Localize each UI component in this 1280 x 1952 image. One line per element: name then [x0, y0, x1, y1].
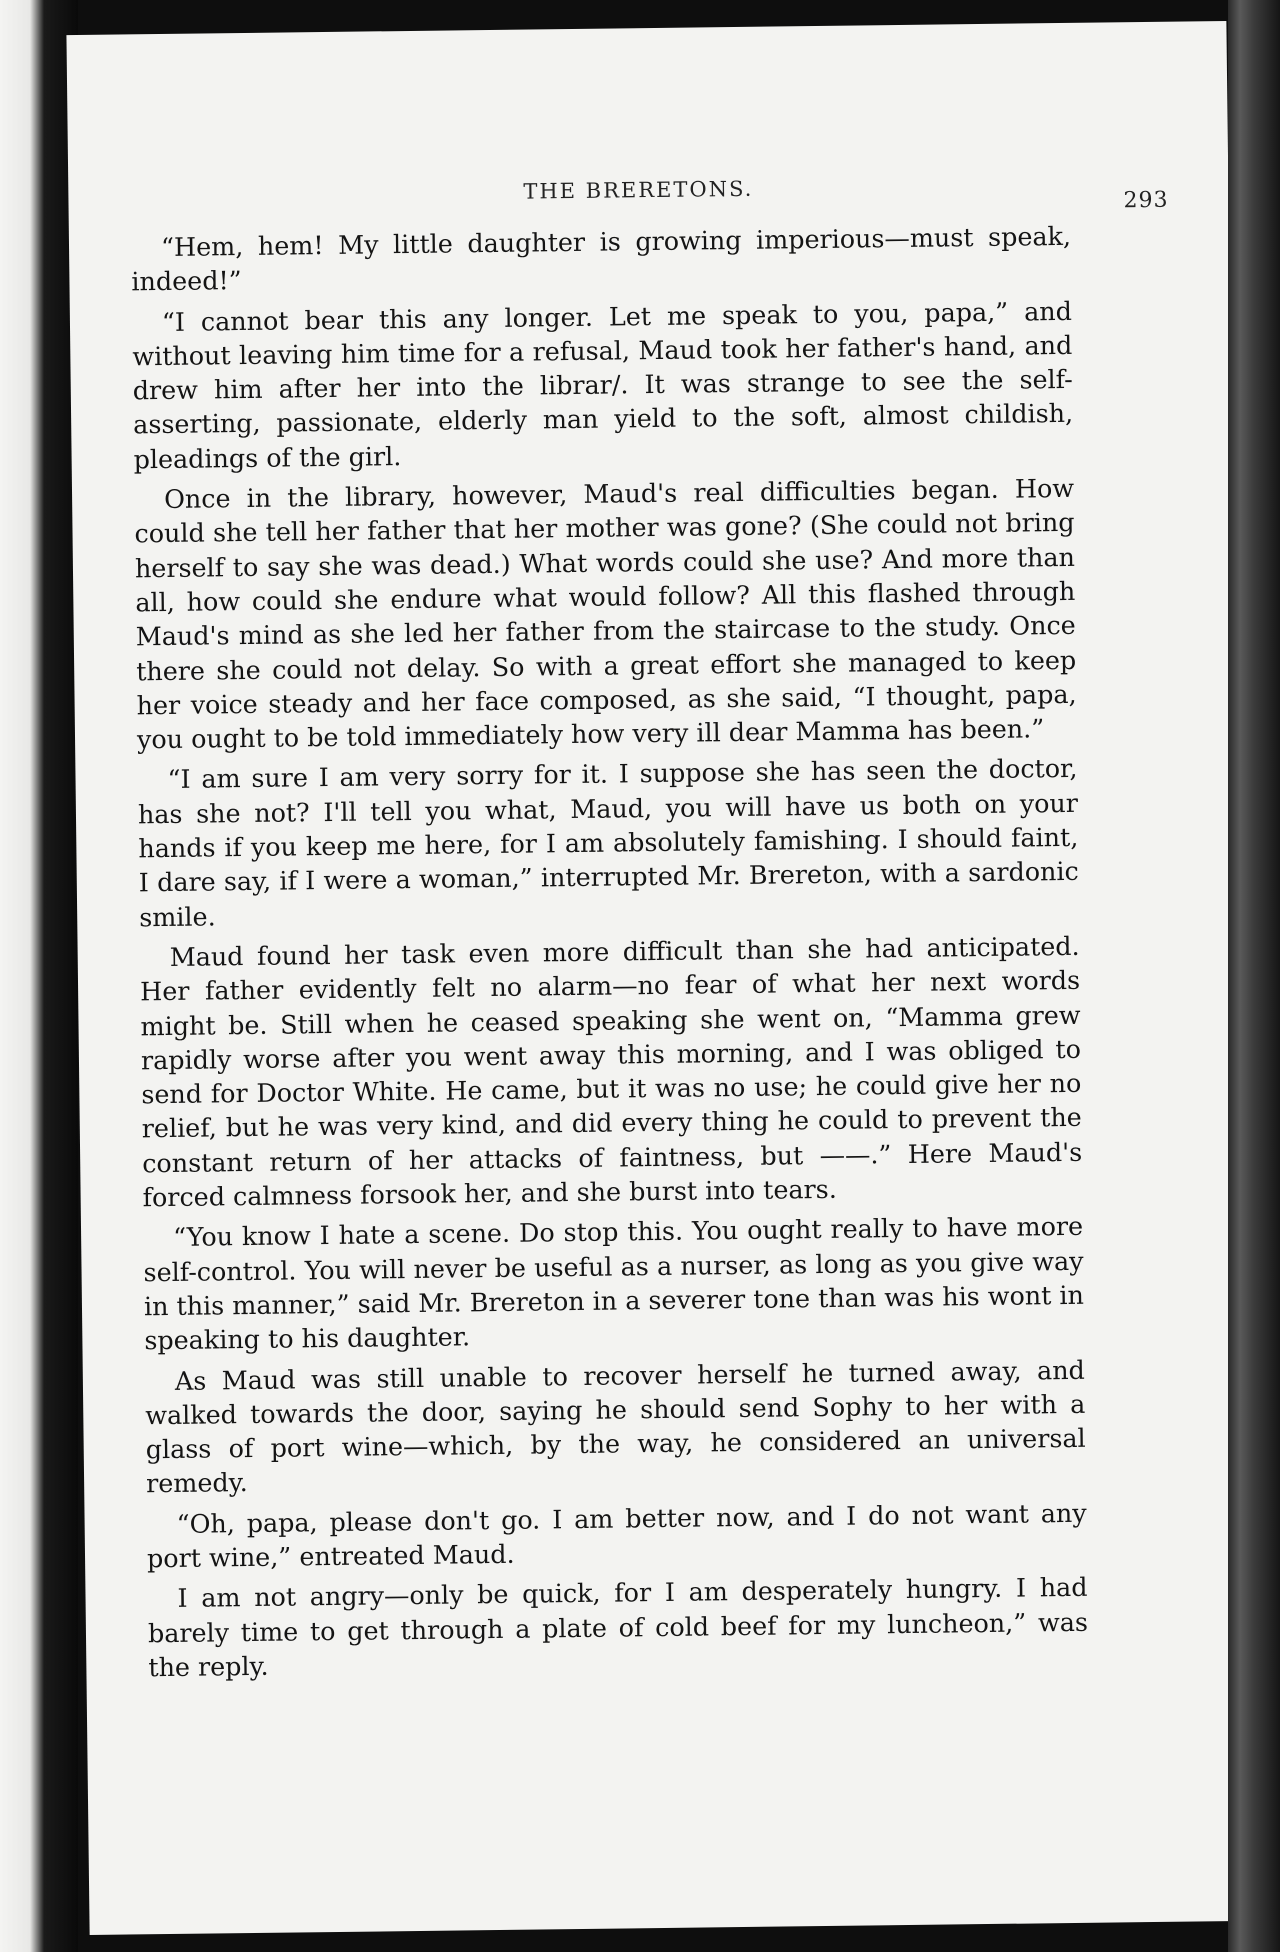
paragraph: “Oh, papa, please don't go. I am better now, and I do not want any port wine,” entreated Maud. [146, 1497, 1087, 1574]
running-title: THE BRERETONS. [523, 176, 754, 204]
paragraph: Once in the library, however, Maud's real difficulties began. How could she tell her father that her mother was gone? (She could not bring herself to say she was dead.) What words could she use? And more than all, how could she endure what would follow? All this flashed through Maud's mind as she led her father from the staircase to the study. Once there she could not delay. So with a great effort she managed to keep her voice steady and her face composed, as she said, “I thought, papa, you ought to be told immediately how very ill dear Mamma has been.” [134, 472, 1077, 755]
paragraph: “Hem, hem! My little daughter is growing imperious—must speak, indeed!” [131, 220, 1072, 297]
paragraph: I am not angry—only be quick, for I am desperately hungry. I had barely time to get through a plate of cold beef for my luncheon,” was the reply. [147, 1572, 1089, 1683]
paragraph: “You know I hate a scene. Do stop this. You ought really to have more self-control. You will never be useful as a nurser, as long as you give way in this manner,” said Mr. Brereton in a severer tone than was his wont in speaking to his daughter. [143, 1211, 1085, 1356]
page-sheet [66, 21, 1249, 1935]
paragraph: “I cannot bear this any longer. Let me speak to you, papa,” and without leaving him time for a refusal, Maud took her father's hand, and drew him after her into the librar/. It was strange to see the self-asserting, passionate, elderly man yield to the soft, almost childish, pleadings of the girl. [132, 295, 1074, 475]
page-stack-edge [1228, 0, 1280, 1952]
page-number: 293 [1123, 187, 1169, 214]
book-binding-edge [0, 0, 78, 1952]
paragraph: Maud found her task even more difficult than she had anticipated. Her father evidently felt no alarm—no fear of what her next words might be. Still when he ceased speaking she went on, “Mamma grew rapidly worse after you went away this morning, and I was obliged to send for Doctor White. He came, but it was no use; he could give her no relief, but he was very kind, and did every thing he could to prevent the constant return of her attacks of faintness, but ——.” Here Maud's forced calmness forsook her, and she burst into tears. [139, 930, 1083, 1213]
running-head [68, 143, 1228, 214]
paragraph: As Maud was still unable to recover herself he turned away, and walked towards the door, saying he should send Sophy to her with a glass of port wine—which, by the way, he considered an universal remedy. [145, 1354, 1086, 1499]
body-text [131, 219, 1089, 1691]
paragraph: “I am sure I am very sorry for it. I suppose she has seen the doctor, has she not? I'll tell you what, Maud, you will have us both on your hands if you keep me here, for I am absolutely famishing. I should faint, I dare say, if I were a woman,” interrupted Mr. Brereton, with a sardonic smile. [137, 753, 1079, 932]
